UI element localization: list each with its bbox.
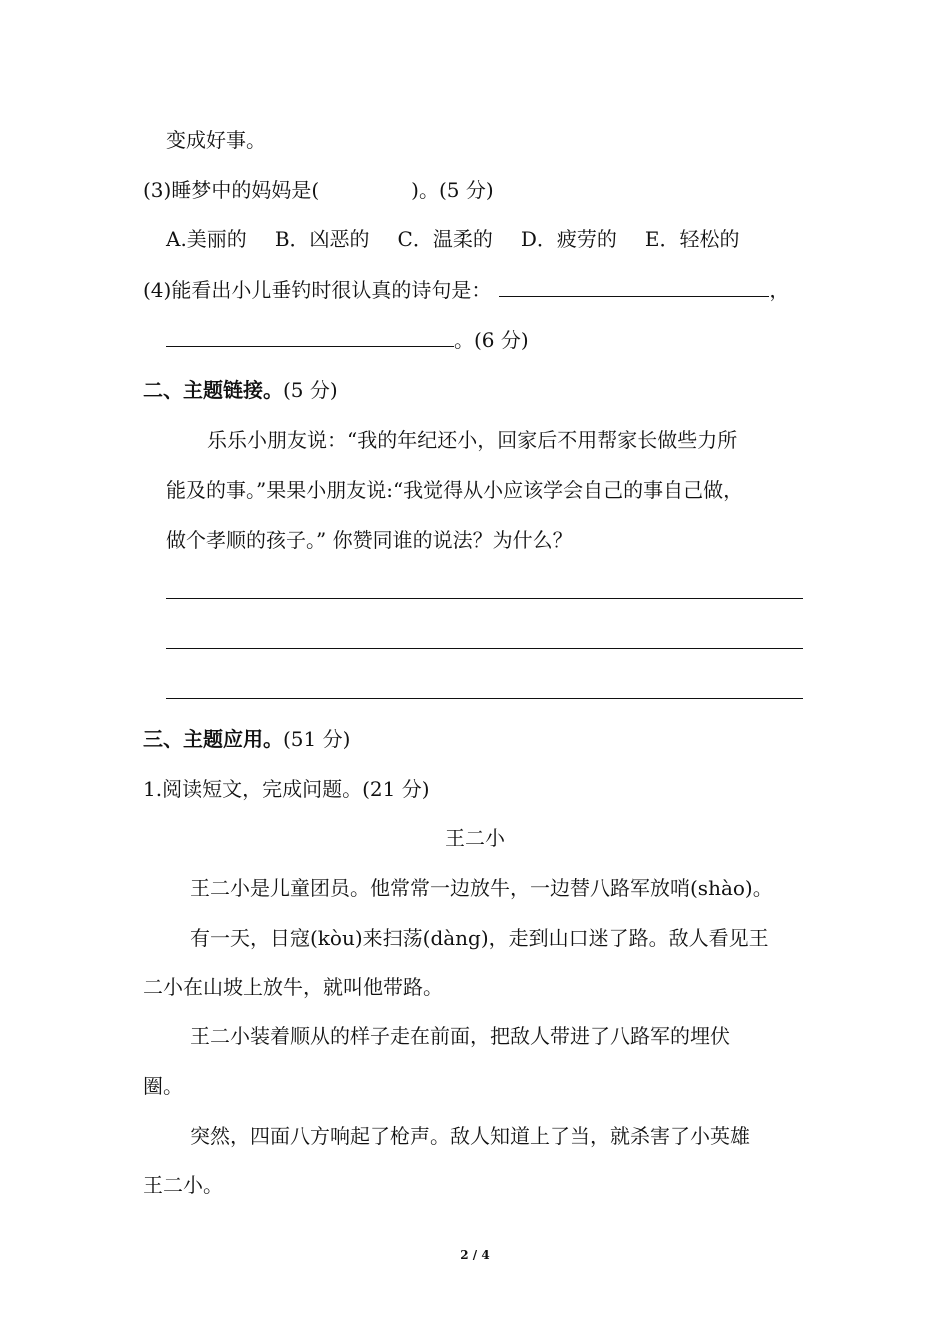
- story-title: 王二小: [445, 826, 505, 850]
- answer-line[interactable]: [166, 698, 803, 699]
- question-4-comma: ，: [769, 278, 790, 302]
- page-number: 2 / 4: [460, 1248, 490, 1262]
- option-a: A.美丽的: [166, 227, 247, 251]
- question-3-options: [166, 229, 739, 249]
- option-d: D．疲劳的: [520, 227, 617, 251]
- story-line: 王二小。: [143, 1173, 223, 1197]
- option-c: C．温柔的: [397, 227, 493, 251]
- question-4: [143, 280, 789, 300]
- answer-line[interactable]: [166, 598, 803, 599]
- story-line: 王二小装着顺从的样子走在前面，把敌人带进了八路军的埋伏: [190, 1024, 730, 1048]
- question-4-continued: [166, 330, 529, 350]
- section-2-paragraph-line: 乐乐小朋友说：“我的年纪还小，回家后不用帮家长做些力所: [207, 428, 738, 452]
- question-4-answer-line-2[interactable]: [166, 345, 454, 347]
- option-e: E．轻松的: [644, 227, 740, 251]
- answer-line[interactable]: [166, 648, 803, 649]
- option-b: B．凶恶的: [274, 227, 370, 251]
- section-2-title: 二、主题链接。: [143, 378, 283, 402]
- story-line: 二小在山坡上放牛，就叫他带路。: [143, 975, 443, 999]
- section-2-score: (5 分): [283, 378, 338, 402]
- story-line: 突然，四面八方响起了枪声。敌人知道上了当，就杀害了小英雄: [190, 1124, 750, 1148]
- story-line: 王二小是儿童团员。他常常一边放牛，一边替八路军放哨(shào)。: [190, 876, 773, 900]
- question-3-suffix: )。(5 分): [411, 178, 494, 202]
- question-4-prefix: (4)能看出小儿垂钓时很认真的诗句是：: [143, 278, 492, 302]
- story-line: 圈。: [143, 1074, 183, 1098]
- story-line: 有一天，日寇(kòu)来扫荡(dàng)，走到山口迷了路。敌人看见王: [190, 926, 769, 950]
- question-1-instruction: 1.阅读短文，完成问题。(21 分): [143, 777, 430, 801]
- section-2-paragraph-line: 做个孝顺的孩子。” 你赞同谁的说法？为什么？: [166, 528, 573, 552]
- section-2-heading: [143, 380, 338, 400]
- question-3-prefix: (3)睡梦中的妈妈是(: [143, 178, 320, 202]
- question-4-answer-line-1[interactable]: [499, 295, 769, 297]
- section-2-paragraph-line: 能及的事。”果果小朋友说:“我觉得从小应该学会自己的事自己做，: [166, 478, 744, 502]
- section-3-score: (51 分): [283, 727, 351, 751]
- continued-text: 变成好事。: [166, 128, 266, 152]
- question-4-suffix: 。(6 分): [454, 328, 529, 352]
- question-3: [143, 180, 494, 200]
- section-3-heading: [143, 729, 350, 749]
- section-3-title: 三、主题应用。: [143, 727, 283, 751]
